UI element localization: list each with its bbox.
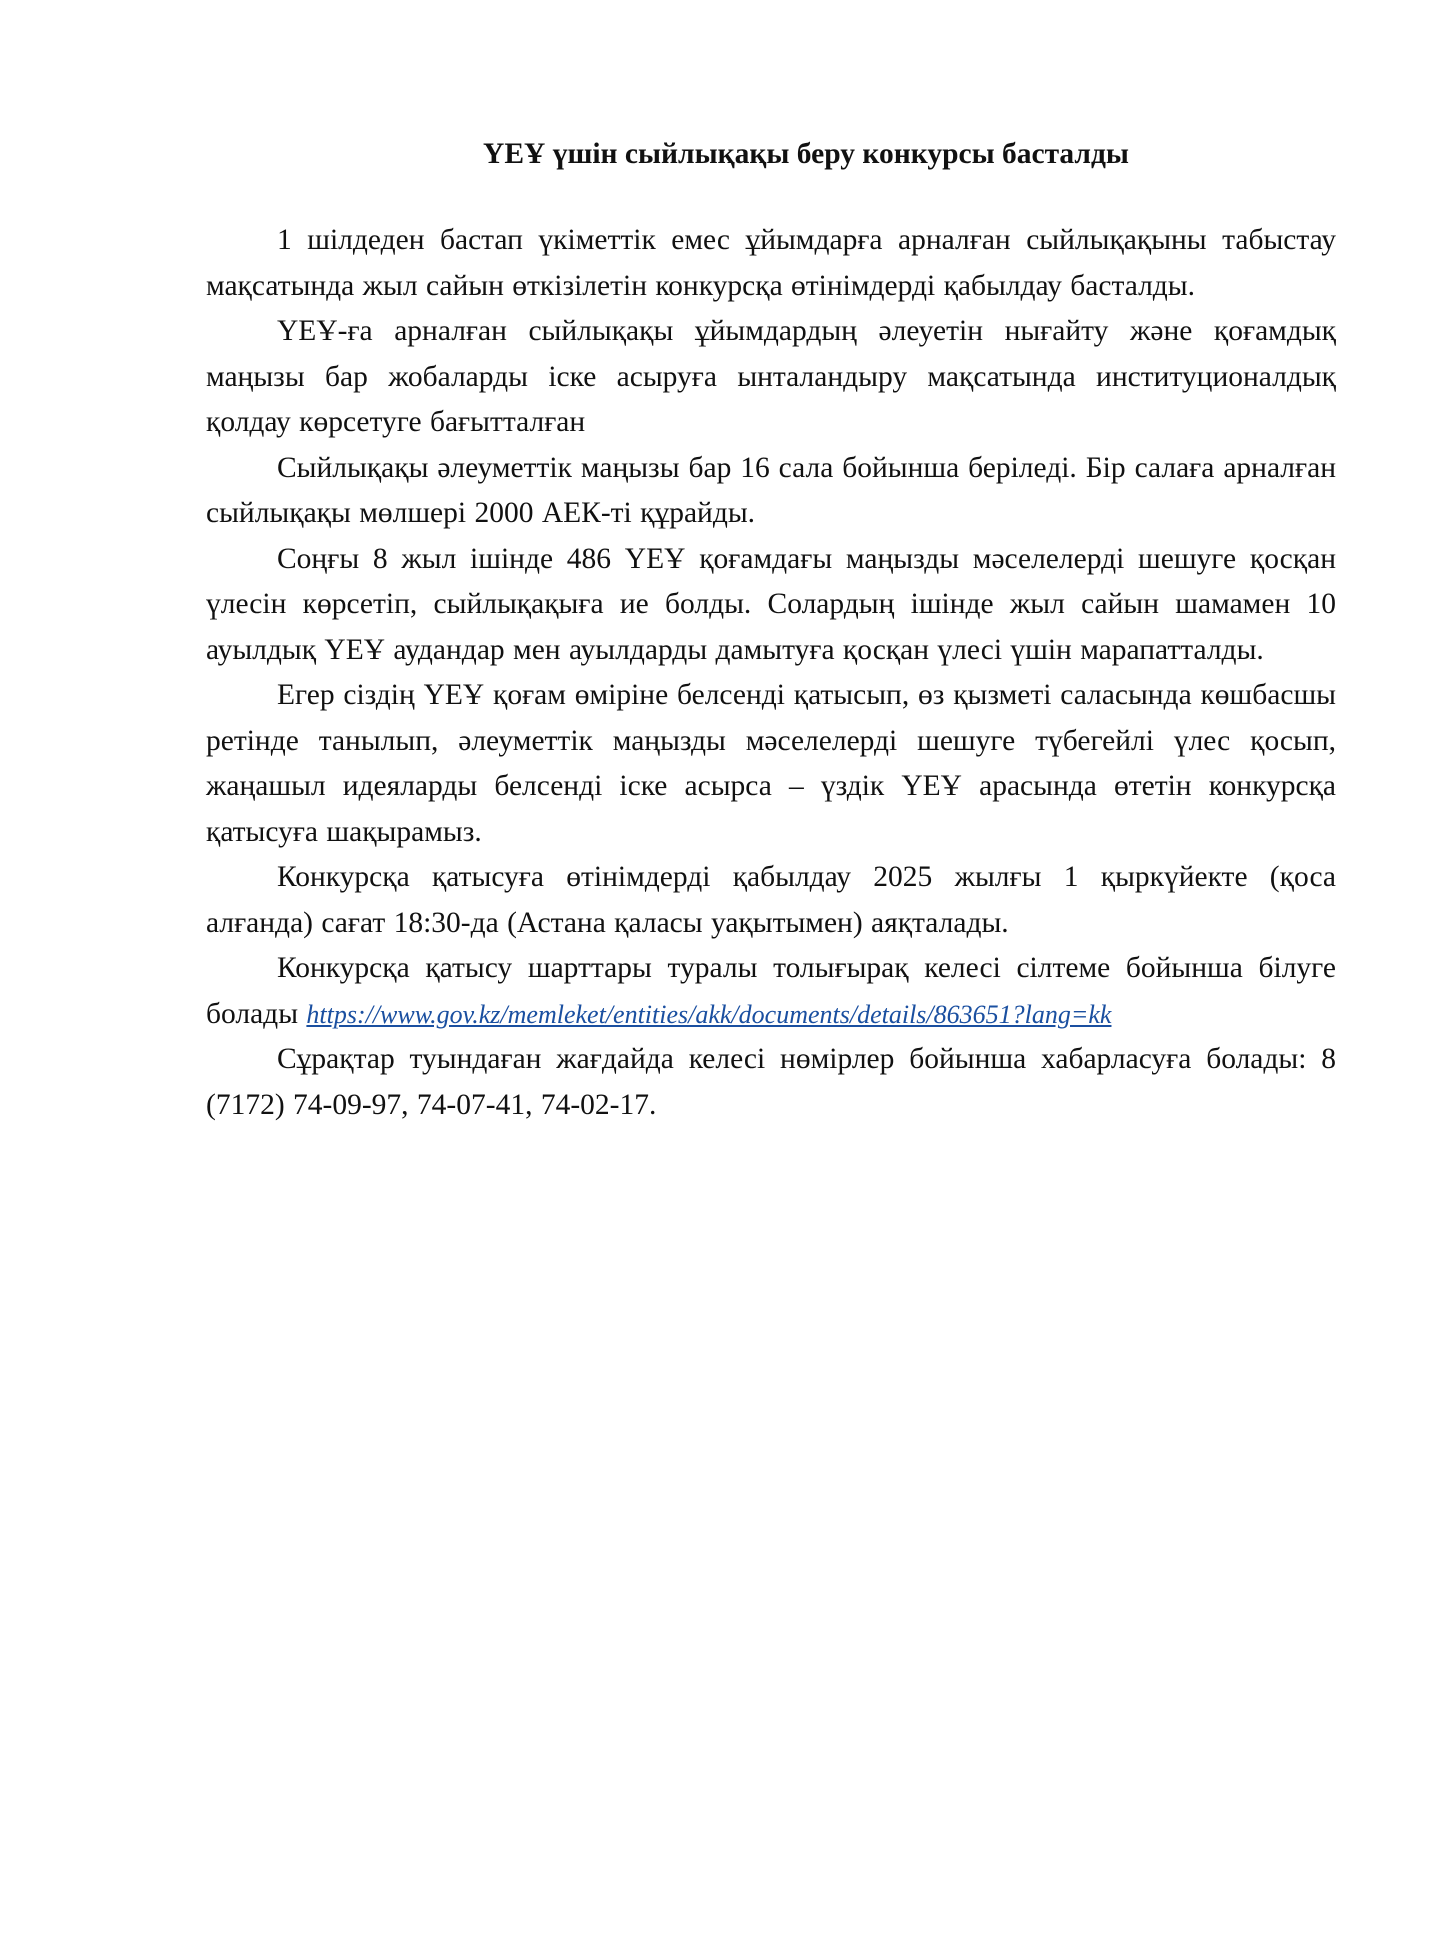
paragraph-contacts: Сұрақтар туындаған жағдайда келесі нөмірлер бойынша хабарласуға болады: 8 (7172) 74-09-97, 74-07-41, 74-02-17. bbox=[206, 1043, 1336, 1121]
document-title: ҮЕҰ үшін сыйлықақы беру конкурсы басталды bbox=[483, 138, 1129, 170]
link-paragraph-text: Конкурсқа қатысу шарттары туралы толығырақ келесі сілтеме бойынша білуге болады bbox=[206, 952, 1336, 1030]
conditions-link[interactable]: https://www.gov.kz/memleket/entities/akk/documents/details/863651?lang=kk bbox=[306, 999, 1112, 1029]
document-body bbox=[206, 218, 1336, 1128]
paragraph-deadline: Конкурсқа қатысуға өтінімдерді қабылдау 2025 жылғы 1 қыркүйекте (қоса алғанда) сағат 18:30-да (Астана қаласы уақытымен) аяқталады. bbox=[206, 861, 1336, 939]
paragraph-history: Соңғы 8 жыл ішінде 486 ҮЕҰ қоғамдағы маңызды мәселелерді шешуге қосқан үлесін көрсетіп, сыйлықақыға ие болды. Солардың ішінде жыл сайын шамамен 10 ауылдық ҮЕҰ аудандар мен ауылдарды дамытуға қосқан үлесі үшін марапатталды. bbox=[206, 542, 1336, 666]
paragraph-link bbox=[206, 946, 1336, 1037]
paragraph-purpose: ҮЕҰ-ға арналған сыйлықақы ұйымдардың әлеуетін нығайту және қоғамдық маңызы бар жобаларды іске асыруға ынталандыру мақсатында институционалдық қолдау көрсетуге бағытталған bbox=[206, 315, 1336, 438]
paragraph-intro: 1 шілдеден бастап үкіметтік емес ұйымдарға арналған сыйлықақыны табыстау мақсатында жыл сайын өткізілетін конкурсқа өтінімдерді қабылдау басталды. bbox=[206, 224, 1336, 302]
paragraph-fields: Сыйлықақы әлеуметтік маңызы бар 16 сала бойынша беріледі. Бір салаға арналған сыйлықақы мөлшері 2000 АЕК-ті құрайды. bbox=[206, 451, 1336, 529]
paragraph-invitation: Егер сіздің ҮЕҰ қоғам өміріне белсенді қатысып, өз қызметі саласында көшбасшы ретінде танылып, әлеуметтік маңызды мәселелерді шешуге түбегейлі үлес қосып, жаңашыл идеяларды белсенді іске асырса – үздік ҮЕҰ арасында өтетін конкурсқа қатысуға шақырамыз. bbox=[206, 679, 1336, 848]
